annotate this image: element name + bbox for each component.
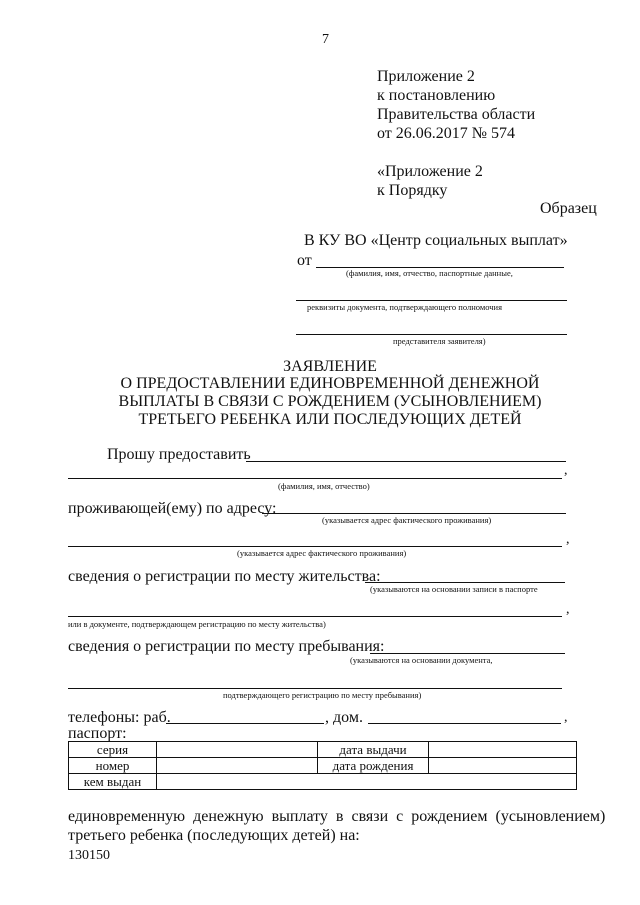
- table-row: [69, 758, 577, 774]
- footer-code: 130150: [68, 848, 110, 863]
- request-label: Прошу предоставить: [107, 446, 251, 463]
- comma: ,: [564, 710, 568, 725]
- reg-residence-line-2[interactable]: [68, 616, 562, 617]
- reg-residence-label: сведения о регистрации по месту жительства:: [68, 568, 381, 585]
- reg-stay-line-2[interactable]: [68, 688, 562, 689]
- hint-stay-1: (указываются на основании документа,: [350, 655, 493, 665]
- hint-authority-doc: реквизиты документа, подтверждающего полномочия: [307, 302, 503, 312]
- passport-table: [68, 741, 577, 790]
- comma: ,: [566, 532, 570, 547]
- sample-label: Образец: [540, 200, 597, 217]
- addressee-to: В КУ ВО «Центр социальных выплат»: [304, 232, 568, 249]
- issued-by-label: кем выдан: [69, 774, 157, 790]
- passport-series-label: серия: [69, 742, 157, 758]
- hint-address-2: (указывается адрес фактического проживания): [237, 548, 407, 558]
- fio-line[interactable]: [68, 478, 562, 479]
- table-row: [69, 774, 577, 790]
- birth-date-field[interactable]: [429, 758, 577, 774]
- residing-line[interactable]: [262, 513, 566, 514]
- from-label: от: [297, 252, 312, 269]
- reg-residence-line[interactable]: [365, 582, 565, 583]
- appendix-line-3: Правительства области: [377, 106, 536, 123]
- table-row: [69, 742, 577, 758]
- passport-number-field[interactable]: [157, 758, 318, 774]
- address-line-2[interactable]: [68, 546, 562, 547]
- residing-label: проживающей(ему) по адресу:: [68, 500, 277, 517]
- hint-representative: представителя заявителя): [393, 336, 486, 346]
- from-line-2[interactable]: [296, 300, 567, 301]
- hint-reg-1: (указываются на основании записи в паспорте: [370, 584, 538, 594]
- appendix-sub-line-1: «Приложение 2: [377, 163, 483, 180]
- issued-by-field[interactable]: [157, 774, 577, 790]
- from-line-3[interactable]: [296, 334, 567, 335]
- request-line[interactable]: [246, 461, 566, 462]
- home-phone-field[interactable]: [368, 723, 561, 724]
- title-line-2: О ПРЕДОСТАВЛЕНИИ ЕДИНОВРЕМЕННОЙ ДЕНЕЖНОЙ: [120, 375, 540, 392]
- work-phone-field[interactable]: [166, 723, 324, 724]
- hint-fio: (фамилия, имя, отчество): [278, 481, 370, 491]
- appendix-line-1: Приложение 2: [377, 68, 475, 85]
- issue-date-label: дата выдачи: [318, 742, 429, 758]
- passport-number-label: номер: [69, 758, 157, 774]
- payment-text-line-2: третьего ребенка (последующих детей) на:: [68, 827, 360, 844]
- birth-date-label: дата рождения: [318, 758, 429, 774]
- title-line-1: ЗАЯВЛЕНИЕ: [283, 358, 377, 375]
- page-number: 7: [322, 32, 329, 47]
- payment-text-line-1: единовременную денежную выплату в связи с рождением (усыновлением): [68, 808, 606, 825]
- passport-series-field[interactable]: [157, 742, 318, 758]
- appendix-line-4: от 26.06.2017 № 574: [377, 125, 516, 142]
- hint-stay-2: подтверждающего регистрацию по месту пребывания): [223, 690, 422, 700]
- appendix-sub-line-2: к Порядку: [377, 182, 448, 199]
- issue-date-field[interactable]: [429, 742, 577, 758]
- reg-stay-label: сведения о регистрации по месту пребывания:: [68, 638, 385, 655]
- hint-address-1: (указывается адрес фактического проживания): [322, 515, 492, 525]
- hint-reg-2: или в документе, подтверждающем регистрацию по месту жительства): [68, 619, 326, 629]
- appendix-line-2: к постановлению: [377, 87, 496, 104]
- hint-fio-passport: (фамилия, имя, отчество, паспортные данные,: [346, 268, 513, 278]
- comma: ,: [564, 463, 568, 478]
- comma: ,: [566, 602, 570, 617]
- title-line-3: ВЫПЛАТЫ В СВЯЗИ С РОЖДЕНИЕМ (УСЫНОВЛЕНИЕМ): [118, 393, 542, 410]
- passport-label: паспорт:: [68, 725, 127, 742]
- phones-label: телефоны: раб.: [68, 709, 171, 726]
- title-line-4: ТРЕТЬЕГО РЕБЕНКА ИЛИ ПОСЛЕДУЮЩИХ ДЕТЕЙ: [138, 411, 522, 428]
- home-phone-label: , дом.: [325, 709, 363, 726]
- reg-stay-line[interactable]: [370, 653, 565, 654]
